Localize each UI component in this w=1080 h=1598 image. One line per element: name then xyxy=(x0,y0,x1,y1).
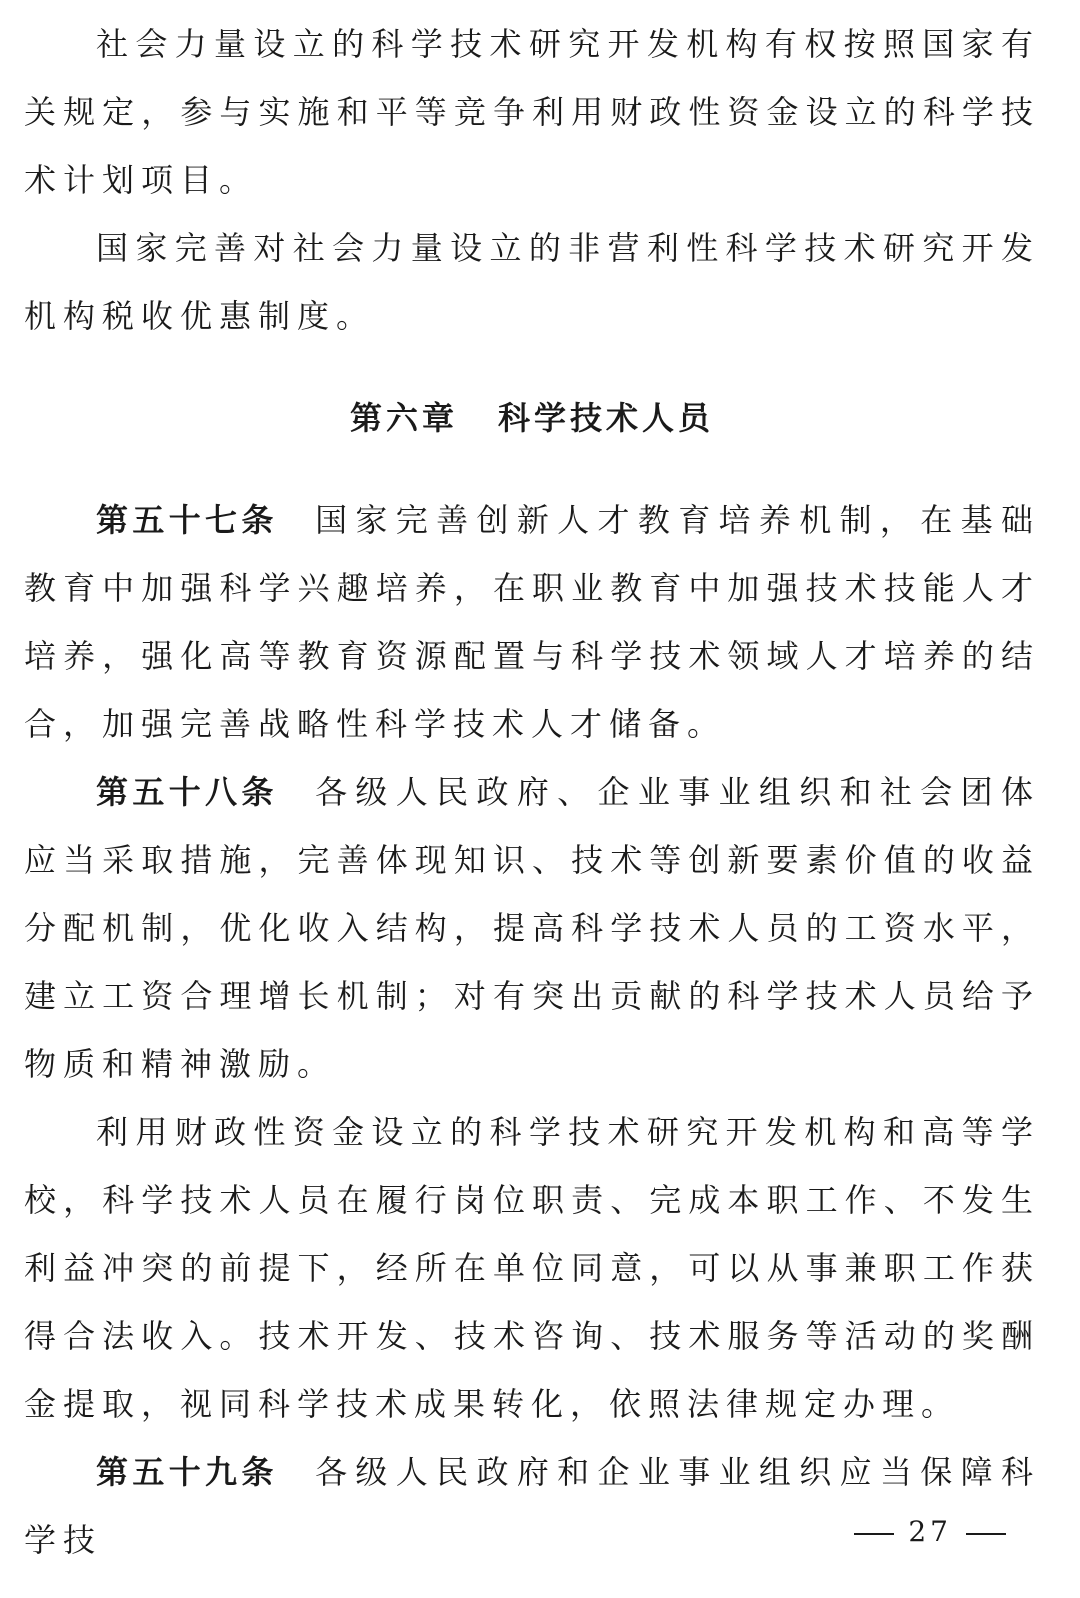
dash-decoration xyxy=(966,1533,1006,1535)
paragraph: 社会力量设立的科学技术研究开发机构有权按照国家有关规定，参与实施和平等竞争利用财政性资金设立的科学技术计划项目。 xyxy=(24,25,1040,199)
article-label: 第五十九条 xyxy=(96,1453,278,1491)
paragraph: 利用财政性资金设立的科学技术研究开发机构和高等学校，科学技术人员在履行岗位职责、完成本职工作、不发生利益冲突的前提下，经所在单位同意，可以从事兼职工作获得合法收入。技术开发、技术咨询、技术服务等活动的奖酬金提取，视同科学技术成果转化，依照法律规定办理。 xyxy=(24,1113,1040,1423)
article-59 xyxy=(24,1438,1040,1574)
document-page xyxy=(24,10,1040,1574)
article-text: 各级人民政府、企业事业组织和社会团体应当采取措施，完善体现知识、技术等创新要素价值的收益分配机制，优化收入结构，提高科学技术人员的工资水平，建立工资合理增长机制；对有突出贡献的科学技术人员给予物质和精神激励。 xyxy=(24,773,1040,1083)
chapter-heading xyxy=(24,350,1040,486)
article-text: 各级人民政府和企业事业组织应当保障科学技 xyxy=(24,1453,1040,1559)
chapter-title: 科学技术人员 xyxy=(498,399,715,437)
article-label: 第五十八条 xyxy=(96,773,278,811)
dash-decoration xyxy=(854,1533,894,1535)
article-text: 国家完善创新人才教育培养机制，在基础教育中加强科学兴趣培养，在职业教育中加强技术技能人才培养，强化高等教育资源配置与科学技术领域人才培养的结合，加强完善战略性科学技术人才储备。 xyxy=(24,501,1040,743)
paragraph: 国家完善对社会力量设立的非营利性科学技术研究开发机构税收优惠制度。 xyxy=(24,229,1040,335)
page-number xyxy=(840,1512,1020,1552)
article-58 xyxy=(24,758,1040,1098)
article-57 xyxy=(24,486,1040,758)
page-number-value: 27 xyxy=(908,1515,952,1548)
article-label: 第五十七条 xyxy=(96,501,278,539)
chapter-number: 第六章 xyxy=(349,399,458,437)
